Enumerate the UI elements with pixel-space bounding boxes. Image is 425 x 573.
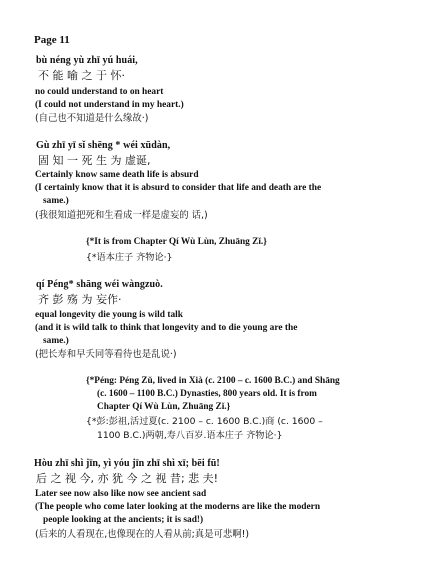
footnote-english: {*It is from Chapter Qí Wù Lùn, Zhuāng Zǐ.} (86, 237, 267, 247)
english-translation: (I certainly know that it is absurd to consider that life and death are the (35, 183, 322, 193)
footnote-chinese: {*彭:彭祖,活过夏(c. 2100 – c. 1600 B.C.)商 (c. 1600 – (86, 416, 323, 427)
word-gloss-line: no could understand to on heart (35, 87, 164, 97)
chinese-characters-line: 不 能 喻 之 于 怀· (38, 69, 125, 82)
word-gloss-line: equal longevity die young is wild talk (35, 310, 183, 320)
chinese-characters-line: 固 知 一 死 生 为 虚诞, (38, 154, 151, 167)
chinese-characters-line: 后 之 视 今, 亦 犹 今 之 视 昔; 悲 夫! (36, 472, 219, 485)
english-translation: same.) (43, 196, 69, 206)
english-translation: (The people who come later looking at the moderns are like the modern (35, 502, 321, 512)
chinese-translation: (把长寿和早夭同等看待也是乱说·) (35, 349, 177, 360)
english-translation: (and it is wild talk to think that longevity and to die young are the (35, 323, 298, 333)
footnote-chinese: 1100 B.C.)两朝,寿八百岁.语本庄子 齐物论·} (97, 430, 283, 441)
english-translation: (I could not understand in my heart.) (35, 100, 184, 110)
english-translation: people looking at the ancients; it is sad!) (43, 515, 204, 525)
page-label: Page 11 (34, 34, 70, 46)
english-translation: same.) (43, 336, 69, 346)
word-gloss-line: Later see now also like now see ancient sad (35, 489, 207, 499)
chinese-characters-line: 齐 彭 殇 为 妄作· (38, 293, 122, 306)
pinyin-line: qí Péng* shāng wéi wàngzuò. (36, 279, 163, 290)
footnote-english: (c. 1600 – 1100 B.C.) Dynasties, 800 years old. It is from (97, 389, 317, 399)
pinyin-line: bù néng yù zhī yú huái, (36, 55, 138, 66)
pinyin-line: Gù zhī yī sǐ shēng * wéi xūdàn, (36, 140, 171, 151)
word-gloss-line: Certainly know same death life is absurd (35, 170, 199, 180)
footnote-chinese: {*语本庄子 齐物论·} (86, 252, 173, 263)
chinese-translation: (我很知道把死和生看成一样是虚妄的 话,) (35, 210, 208, 221)
footnote-english: {*Péng: Péng Zǔ, lived in Xià (c. 2100 – c. 1600 B.C.) and Shāng (86, 376, 340, 386)
chinese-translation: (自己也不知道是什么缘故·) (35, 113, 149, 124)
footnote-english: Chapter Qí Wù Lùn, Zhuāng Zǐ.} (97, 402, 231, 412)
chinese-translation: (后来的人看现在,也像现在的人看从前;真是可悲啊!) (35, 529, 250, 540)
pinyin-line: Hòu zhī shì jīn, yì yóu jīn zhī shì xī; bēi fū! (34, 458, 220, 469)
